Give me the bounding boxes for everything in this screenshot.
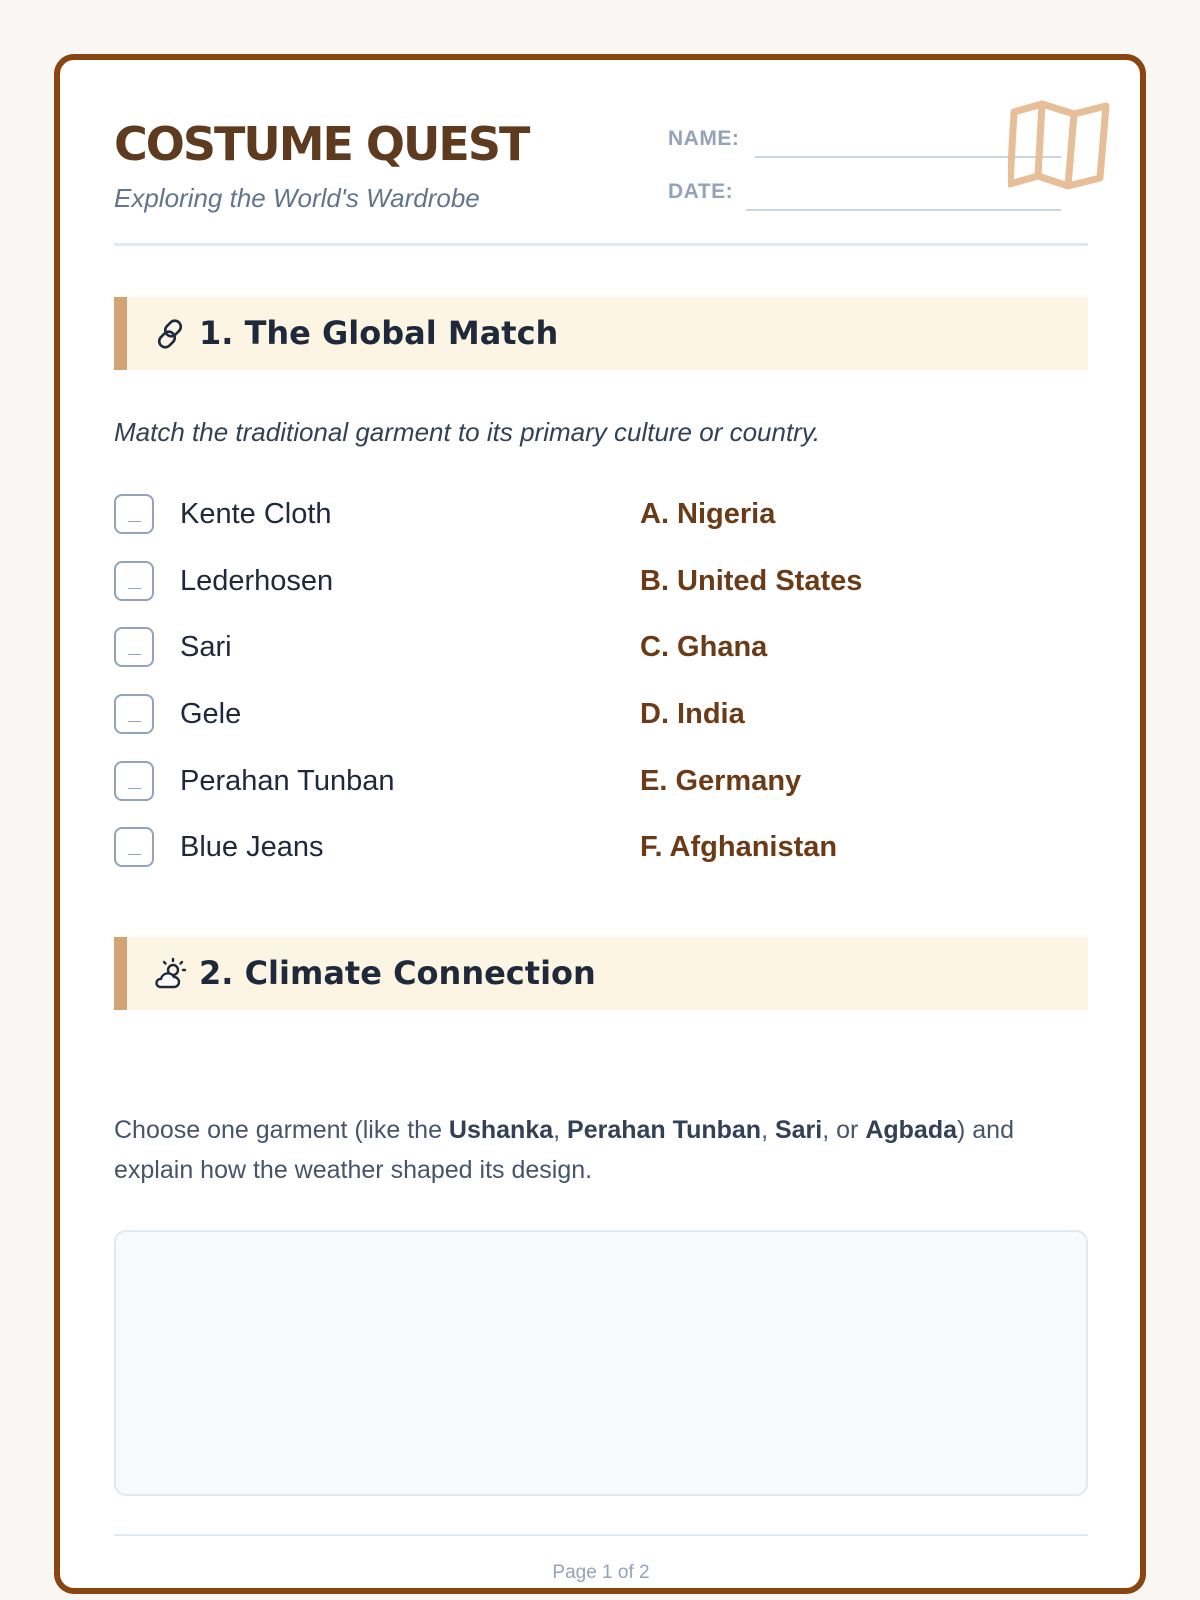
garment-label: Gele <box>180 698 242 730</box>
prompt-text: , <box>761 1116 775 1144</box>
match-row <box>114 825 1088 867</box>
map-icon <box>1008 98 1116 198</box>
country-option: F. Afghanistan <box>640 831 838 863</box>
section-2-prompt <box>114 1110 1088 1190</box>
garment-agbada: Agbada <box>865 1116 957 1144</box>
match-row <box>114 492 1088 534</box>
worksheet-page <box>54 54 1146 1594</box>
answer-box[interactable] <box>114 494 154 534</box>
page-number: Page 1 of 2 <box>552 1562 650 1583</box>
prompt-text: , or <box>822 1116 866 1144</box>
country-option: E. Germany <box>640 765 802 797</box>
country-option: C. Ghana <box>640 631 768 663</box>
garment-label: Blue Jeans <box>180 831 324 863</box>
answer-box[interactable] <box>114 561 154 601</box>
worksheet-header <box>114 116 1088 246</box>
answer-box[interactable] <box>114 627 154 667</box>
worksheet-title: COSTUME QUEST <box>114 117 529 171</box>
garment-sari: Sari <box>774 1116 823 1144</box>
link-icon <box>153 317 187 351</box>
prompt-text: ) and explain how the weather shaped its design. <box>114 1116 1014 1184</box>
garment-ushanka: Ushanka <box>448 1116 554 1144</box>
response-textarea[interactable] <box>114 1230 1088 1496</box>
section-2-header <box>114 937 1088 1010</box>
worksheet-subtitle: Exploring the World's Wardrobe <box>114 183 480 213</box>
garment-label: Kente Cloth <box>180 498 332 530</box>
name-label: NAME: <box>668 127 740 150</box>
page-footer <box>114 1534 1088 1584</box>
match-row <box>114 692 1088 734</box>
garment-label: Sari <box>180 631 232 663</box>
country-option: A. Nigeria <box>640 498 776 530</box>
section-1-instructions: Match the traditional garment to its primary culture or country. <box>114 417 821 447</box>
match-row <box>114 759 1088 801</box>
match-row <box>114 625 1088 667</box>
section-1-title: 1. The Global Match <box>199 314 559 352</box>
garment-label: Perahan Tunban <box>180 765 395 797</box>
prompt-text: Choose one garment (like the <box>114 1116 449 1144</box>
prompt-text: , <box>553 1116 568 1144</box>
country-option: D. India <box>640 698 745 730</box>
weather-icon <box>153 957 187 991</box>
date-field[interactable] <box>746 209 1061 211</box>
section-1-header <box>114 297 1088 370</box>
answer-box[interactable] <box>114 761 154 801</box>
garment-perahan-tunban: Perahan Tunban <box>567 1116 762 1144</box>
answer-box[interactable] <box>114 827 154 867</box>
match-row <box>114 559 1088 601</box>
garment-label: Lederhosen <box>180 565 334 597</box>
date-label: DATE: <box>668 180 734 203</box>
country-option: B. United States <box>640 565 863 597</box>
answer-box[interactable] <box>114 694 154 734</box>
section-2-title: 2. Climate Connection <box>199 954 596 992</box>
